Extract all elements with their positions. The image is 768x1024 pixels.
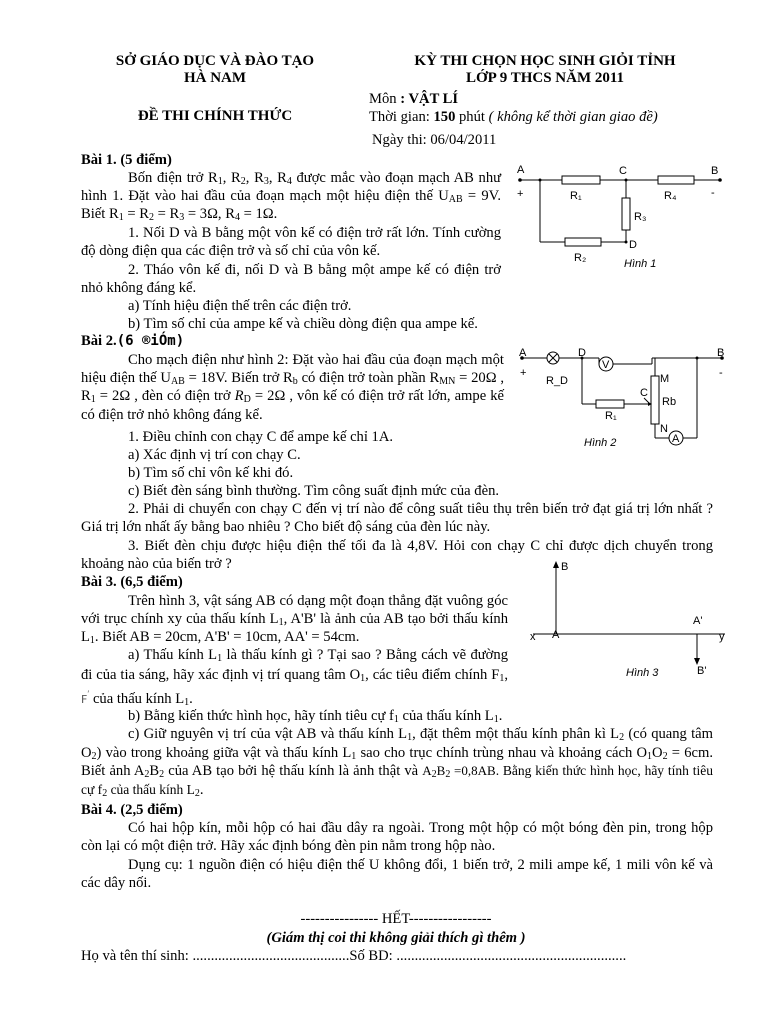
- bai3-intro: Trên hình 3, vật sáng AB có dạng một đoạn thẳng đặt vuông góc với trục chính xy của thấu kính $L_1$, A'B' là ảnh của AB tạo bởi thấu kính $L_1$. Biết AB = 20cm, A'B' = 10cm, AA' = 54cm.: [81, 593, 508, 647]
- fig2-label-C: C: [640, 387, 648, 399]
- fig3-caption: Hình 3: [626, 667, 659, 679]
- fig2-label-M: M: [660, 373, 670, 385]
- time-value: 150: [433, 109, 456, 125]
- candidate-line: Họ và tên thí sinh: ...........................................Số BD: ...............................................................: [81, 948, 627, 964]
- bai2-q1b: b) Tìm số chỉ vôn kế khi đó.: [128, 465, 294, 481]
- fig1-label-R2: R₂: [574, 252, 587, 264]
- fig1-label-R3: R₃: [634, 211, 647, 223]
- fig2-caption: Hình 2: [584, 437, 617, 449]
- figure-1-circuit: [510, 160, 730, 272]
- bai2-q3: 3. Biết đèn chịu được hiệu điện thế tối đa là 4,8V. Hỏi con chạy C chỉ được dịch chuyển trong khoảng nào của biến trở ?: [81, 538, 713, 573]
- bai3-qb: b) Bằng kiến thức hình học, hãy tính tiêu cự $f_1$ của thấu kính $L_1$.: [128, 708, 503, 725]
- fig2-label-B: B: [717, 347, 725, 359]
- fig2-ammeter-A: A: [672, 433, 680, 445]
- fig2-label-R1: R₁: [605, 410, 617, 422]
- bai3-qa: a) Thấu kính $L_1$ là thấu kính gì ? Tại sao ? Bằng cách vẽ đường đi của tia sáng, hãy xác định vị trí quang tâm $O_1$, các tiêu điểm chính $F_1$, F′ của thấu kính $L_1$.: [81, 647, 508, 708]
- time-note: ( không kể thời gian giao đề): [488, 109, 658, 125]
- bai4-p1: Có hai hộp kín, mỗi hộp có hai đầu dây ra ngoài. Trong một hộp có một bóng đèn pin, trong hộp còn lại có một điện trở. Hãy xác định bóng đèn pin nằm trong hộp nào.: [81, 820, 713, 855]
- fig3-label-B: B: [561, 561, 569, 573]
- fig2-voltmeter-V: V: [602, 359, 610, 371]
- fig1-label-minus: -: [711, 187, 715, 199]
- time-line: [369, 108, 658, 126]
- proctor-note: (Giám thị coi thi không giải thích gì thêm ): [266, 930, 526, 946]
- fig1-caption: Hình 1: [624, 258, 657, 270]
- fig3-label-A: A: [552, 629, 560, 641]
- fig2-label-minus: -: [719, 367, 723, 379]
- fig1-label-R1: R₁: [570, 190, 582, 202]
- figure-2-circuit: [512, 346, 732, 456]
- end-marker: ---------------- HẾT-----------------: [300, 911, 492, 927]
- fig2-label-plus: +: [520, 367, 527, 379]
- fig1-label-R4: R₄: [664, 190, 677, 202]
- time-unit: phút: [455, 109, 489, 125]
- fig2-label-D: D: [578, 347, 586, 359]
- exam-date: Ngày thi: 06/04/2011: [372, 132, 497, 148]
- bai1-q2a: a) Tính hiệu điện thế trên các điện trở.: [128, 298, 352, 314]
- bai2-q1a: a) Xác định vị trí con chạy C.: [128, 447, 301, 463]
- fig1-label-B: B: [711, 165, 719, 177]
- subject-value: VẬT LÍ: [408, 91, 459, 107]
- bai1-title: Bài 1. (5 điểm): [81, 152, 172, 168]
- fig3-label-y: y: [719, 631, 725, 643]
- bai2-q1: 1. Điều chỉnh con chạy C để ampe kế chỉ 1A.: [128, 429, 394, 445]
- time-label: Thời gian:: [369, 109, 434, 125]
- exam-title-line1: KỲ THI CHỌN HỌC SINH GIỎI TỈNH: [414, 53, 676, 69]
- bai1-q2b: b) Tìm số chỉ của ampe kế và chiều dòng điện qua ampe kế.: [128, 316, 478, 332]
- fig3-label-A-prime: A': [693, 615, 703, 627]
- subject-label: Môn: [369, 91, 397, 107]
- bai2-title: Bài 2.(6 ®iÓm): [81, 333, 185, 349]
- bai1-q2: 2. Tháo vôn kế đi, nối D và B bằng một ampe kế có điện trở nhỏ không đáng kể.: [81, 262, 501, 297]
- fig3-label-B-prime: B': [697, 665, 707, 677]
- bai2-intro: Cho mạch điện như hình 2: Đặt vào hai đầu của đoạn mạch một hiệu điện thế $U_{AB} = 18V$. Biến trở $R_b$ có điện trở toàn phần $R_{MN} = 20\Omega$ , $R_1 = 2\Omega$ , đèn có điện trở $R_D = 2\Omega$ , vôn kế có điện trở rất lớn, ampe kế có điện trở nhỏ không đáng kể.: [81, 352, 504, 423]
- bai4-title: Bài 4. (2,5 điểm): [81, 802, 183, 818]
- exam-title-line2: LỚP 9 THCS NĂM 2011: [465, 70, 625, 86]
- fig3-label-x: x: [530, 631, 536, 643]
- bai2-q2: 2. Phải di chuyển con chạy C đến vị trí nào để công suất tiêu thụ trên biến trở đạt giá trị lớn nhất ? Giá trị lớn nhất ấy bằng bao nhiêu ? Cho biết độ sáng của đèn lúc này.: [81, 501, 713, 536]
- bai3-title: Bài 3. (6,5 điểm): [81, 574, 183, 590]
- bai1-intro: Bốn điện trở $R_1$, $R_2$, $R_3$, $R_4$ được mắc vào đoạn mạch AB như hình 1. Đặt vào hai đầu của đoạn mạch một hiệu điện thế $U_{AB} = 9V$. Biết $R_1 = R_2 = R_3 = 3\Omega$, $R_4 = 1\Omega$.: [81, 170, 502, 224]
- issuer-line2: HÀ NAM: [183, 70, 247, 86]
- bai3-qc: c) Giữ nguyên vị trí của vật AB và thấu kính $L_1$, đặt thêm một thấu kính phân kì $L_2$ (có quang tâm $O_2$) vào trong khoảng giữa vật và thấu kính $L_1$ sao cho trục chính trùng nhau và khoảng cách $O_1O_2 = 6cm$. Biết ảnh $A_2B_2$ của AB tạo bởi hệ thấu kính là ảnh thật và $A_2B_2 =0,8AB$. Bằng kiến thức hình học, hãy tính tiêu cự $f_2$ của thấu kính $L_2$.: [81, 726, 713, 799]
- issuer-line1: SỞ GIÁO DỤC VÀ ĐÀO TẠO: [115, 53, 315, 69]
- fig1-label-C: C: [619, 165, 627, 177]
- official-label: ĐỀ THI CHÍNH THỨC: [137, 108, 293, 124]
- fig2-label-Rb: Rb: [662, 396, 677, 408]
- fig2-label-RD: R_D: [546, 375, 569, 387]
- fig2-label-N: N: [660, 423, 668, 435]
- subject-line: [369, 90, 458, 108]
- fig1-label-A: A: [517, 164, 525, 176]
- fig1-label-plus: +: [517, 188, 524, 200]
- bai4-p2: Dụng cụ: 1 nguồn điện có hiệu điện thế U không đổi, 1 biến trở, 2 mili ampe kế, 1 mili vôn kế và các dây nối.: [81, 857, 713, 892]
- bai1-q1: 1. Nối D và B bằng một vôn kế có điện trở rất lớn. Tính cường độ dòng điện qua các điện trở và số chỉ của vôn kế.: [81, 225, 501, 260]
- fig1-label-D: D: [629, 239, 637, 251]
- subject-sep: :: [396, 91, 409, 107]
- bai2-q1c: c) Biết đèn sáng bình thường. Tìm công suất định mức của đèn.: [128, 483, 500, 499]
- figure-3-lens-diagram: [525, 558, 735, 683]
- fig2-label-A: A: [519, 347, 527, 359]
